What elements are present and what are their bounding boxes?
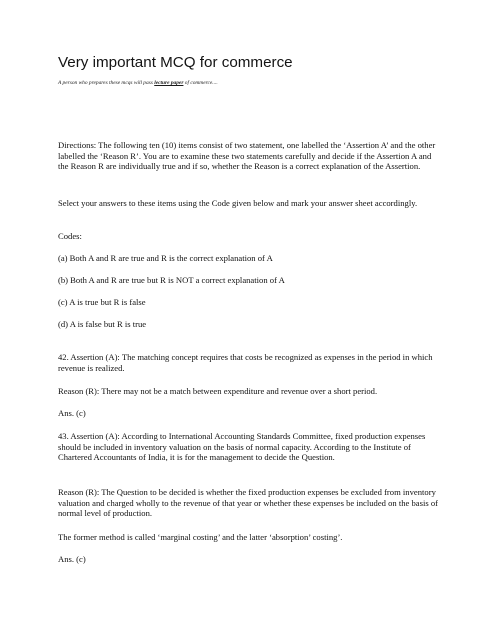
subtitle-emphasis: lecture paper bbox=[154, 80, 184, 86]
subtitle-text-before: A person who prepares these mcqs will pass bbox=[58, 80, 155, 86]
question-42-reason: Reason (R): There may not be a match between expenditure and revenue over a short period. bbox=[58, 386, 378, 396]
code-option-c: (c) A is true but R is false bbox=[58, 297, 146, 307]
question-42-assertion: 42. Assertion (A): The matching concept requires that costs be recognized as expenses in the period in which revenue is realized. bbox=[58, 352, 433, 373]
question-43-answer: Ans. (c) bbox=[58, 554, 86, 564]
instructions-paragraph: Select your answers to these items using the Code given below and mark your answer sheet accordingly. bbox=[58, 198, 418, 208]
question-43-note: The former method is called ‘marginal costing’ and the latter ‘absorption’ costing’. bbox=[58, 532, 343, 542]
question-43-reason: Reason (R): The Question to be decided is whether the fixed production expenses be excluded from inventory valuation and charged wholly to the revenue of that year or whether these expenses be included on the basis of normal level of production. bbox=[58, 487, 438, 519]
codes-heading: Codes: bbox=[58, 231, 82, 241]
directions-paragraph: Directions: The following ten (10) items consist of two statement, one labelled the ‘Assertion A’ and the other labelled the ‘Reason R’. You are to examine these two statements carefully and decide if the Assertion A and the Reason R are individually true and if so, whether the Reason is a correct explanation of the Assertion. bbox=[58, 140, 436, 172]
code-option-a: (a) Both A and R are true and R is the correct explanation of A bbox=[58, 253, 273, 263]
question-42-answer: Ans. (c) bbox=[58, 408, 86, 418]
subtitle-text-after: of commerce.... bbox=[183, 80, 218, 86]
page-title: Very important MCQ for commerce bbox=[58, 54, 293, 71]
page-subtitle bbox=[58, 80, 218, 86]
question-43-assertion: 43. Assertion (A): According to International Accounting Standards Committee, fixed production expenses should be included in inventory valuation on the basis of normal capacity. According to the Institute of Chartered Accountants of India, it is for the management to decide the Question. bbox=[58, 431, 426, 463]
code-option-d: (d) A is false but R is true bbox=[58, 319, 147, 329]
code-option-b: (b) Both A and R are true but R is NOT a correct explanation of A bbox=[58, 275, 285, 285]
